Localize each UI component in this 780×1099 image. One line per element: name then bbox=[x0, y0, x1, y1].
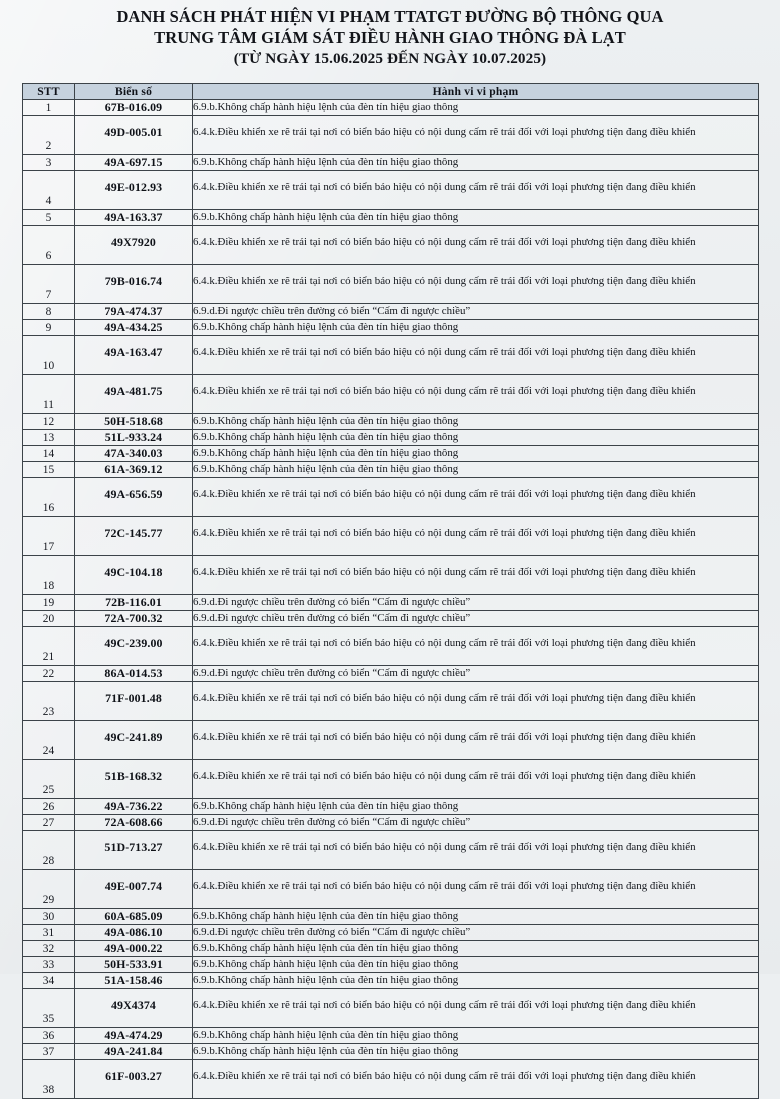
cell-violation: 6.4.k.Điều khiển xe rẽ trái tại nơi có biển báo hiệu có nội dung cấm rẽ trái đối với loại phương tiện đang điều khiển bbox=[193, 556, 759, 595]
table-row bbox=[23, 831, 759, 870]
cell-violation: 6.9.d.Đi ngược chiều trên đường có biển “Cấm đi ngược chiều” bbox=[193, 611, 759, 627]
cell-stt: 21 bbox=[23, 627, 75, 666]
table-row bbox=[23, 375, 759, 414]
table-row bbox=[23, 336, 759, 375]
cell-violation: 6.9.b.Không chấp hành hiệu lệnh của đèn tín hiệu giao thông bbox=[193, 462, 759, 478]
cell-stt: 17 bbox=[23, 517, 75, 556]
table-row bbox=[23, 595, 759, 611]
cell-stt: 20 bbox=[23, 611, 75, 627]
cell-violation: 6.4.k.Điều khiển xe rẽ trái tại nơi có biển báo hiệu có nội dung cấm rẽ trái đối với loại phương tiện đang điều khiển bbox=[193, 375, 759, 414]
page-title-line-2: TRUNG TÂM GIÁM SÁT ĐIỀU HÀNH GIAO THÔNG ĐÀ LẠT bbox=[154, 28, 626, 47]
cell-violation: 6.4.k.Điều khiển xe rẽ trái tại nơi có biển báo hiệu có nội dung cấm rẽ trái đối với loại phương tiện đang điều khiển bbox=[193, 265, 759, 304]
cell-stt: 38 bbox=[23, 1060, 75, 1099]
cell-violation: 6.9.d.Đi ngược chiều trên đường có biển “Cấm đi ngược chiều” bbox=[193, 925, 759, 941]
cell-plate: 49A-241.84 bbox=[75, 1044, 193, 1060]
document-title-block bbox=[0, 9, 780, 66]
cell-violation: 6.4.k.Điều khiển xe rẽ trái tại nơi có biển báo hiệu có nội dung cấm rẽ trái đối với loại phương tiện đang điều khiển bbox=[193, 517, 759, 556]
table-row bbox=[23, 682, 759, 721]
cell-stt: 9 bbox=[23, 320, 75, 336]
cell-plate: 49A-481.75 bbox=[75, 375, 193, 414]
cell-stt: 10 bbox=[23, 336, 75, 375]
violations-table-container bbox=[22, 83, 758, 1099]
cell-stt: 15 bbox=[23, 462, 75, 478]
cell-plate: 60A-685.09 bbox=[75, 909, 193, 925]
cell-stt: 13 bbox=[23, 430, 75, 446]
cell-violation: 6.9.d.Đi ngược chiều trên đường có biển “Cấm đi ngược chiều” bbox=[193, 666, 759, 682]
table-row bbox=[23, 957, 759, 973]
table-row bbox=[23, 1028, 759, 1044]
table-row bbox=[23, 155, 759, 171]
table-row bbox=[23, 815, 759, 831]
cell-stt: 2 bbox=[23, 116, 75, 155]
cell-violation: 6.9.b.Không chấp hành hiệu lệnh của đèn tín hiệu giao thông bbox=[193, 1044, 759, 1060]
cell-stt: 31 bbox=[23, 925, 75, 941]
cell-violation: 6.9.b.Không chấp hành hiệu lệnh của đèn tín hiệu giao thông bbox=[193, 414, 759, 430]
cell-stt: 4 bbox=[23, 171, 75, 210]
cell-plate: 67B-016.09 bbox=[75, 100, 193, 116]
cell-plate: 72A-608.66 bbox=[75, 815, 193, 831]
cell-stt: 16 bbox=[23, 478, 75, 517]
cell-stt: 19 bbox=[23, 595, 75, 611]
table-row bbox=[23, 870, 759, 909]
table-row bbox=[23, 1060, 759, 1099]
cell-stt: 11 bbox=[23, 375, 75, 414]
table-header bbox=[23, 84, 759, 100]
cell-violation: 6.9.d.Đi ngược chiều trên đường có biển “Cấm đi ngược chiều” bbox=[193, 815, 759, 831]
cell-plate: 49A-000.22 bbox=[75, 941, 193, 957]
cell-stt: 23 bbox=[23, 682, 75, 721]
table-row bbox=[23, 430, 759, 446]
cell-violation: 6.9.b.Không chấp hành hiệu lệnh của đèn tín hiệu giao thông bbox=[193, 100, 759, 116]
cell-violation: 6.9.b.Không chấp hành hiệu lệnh của đèn tín hiệu giao thông bbox=[193, 1028, 759, 1044]
cell-violation: 6.4.k.Điều khiển xe rẽ trái tại nơi có biển báo hiệu có nội dung cấm rẽ trái đối với loại phương tiện đang điều khiển bbox=[193, 989, 759, 1028]
cell-stt: 3 bbox=[23, 155, 75, 171]
table-row bbox=[23, 925, 759, 941]
cell-stt: 26 bbox=[23, 799, 75, 815]
cell-stt: 34 bbox=[23, 973, 75, 989]
cell-plate: 51L-933.24 bbox=[75, 430, 193, 446]
cell-plate: 72A-700.32 bbox=[75, 611, 193, 627]
cell-stt: 5 bbox=[23, 210, 75, 226]
table-row bbox=[23, 941, 759, 957]
cell-stt: 36 bbox=[23, 1028, 75, 1044]
table-row bbox=[23, 666, 759, 682]
cell-violation: 6.9.b.Không chấp hành hiệu lệnh của đèn tín hiệu giao thông bbox=[193, 909, 759, 925]
table-row bbox=[23, 556, 759, 595]
cell-violation: 6.9.b.Không chấp hành hiệu lệnh của đèn tín hiệu giao thông bbox=[193, 430, 759, 446]
cell-violation: 6.9.b.Không chấp hành hiệu lệnh của đèn tín hiệu giao thông bbox=[193, 973, 759, 989]
table-row bbox=[23, 1044, 759, 1060]
cell-violation: 6.4.k.Điều khiển xe rẽ trái tại nơi có biển báo hiệu có nội dung cấm rẽ trái đối với loại phương tiện đang điều khiển bbox=[193, 478, 759, 517]
cell-plate: 49C-104.18 bbox=[75, 556, 193, 595]
cell-violation: 6.9.d.Đi ngược chiều trên đường có biển “Cấm đi ngược chiều” bbox=[193, 304, 759, 320]
cell-plate: 49A-736.22 bbox=[75, 799, 193, 815]
table-row bbox=[23, 611, 759, 627]
cell-stt: 27 bbox=[23, 815, 75, 831]
cell-plate: 71F-001.48 bbox=[75, 682, 193, 721]
cell-plate: 86A-014.53 bbox=[75, 666, 193, 682]
table-row bbox=[23, 721, 759, 760]
table-header-row bbox=[23, 84, 759, 100]
page-title-line-3: (TỪ NGÀY 15.06.2025 ĐẾN NGÀY 10.07.2025) bbox=[233, 50, 547, 67]
table-row bbox=[23, 760, 759, 799]
cell-plate: 61A-369.12 bbox=[75, 462, 193, 478]
cell-violation: 6.4.k.Điều khiển xe rẽ trái tại nơi có biển báo hiệu có nội dung cấm rẽ trái đối với loại phương tiện đang điều khiển bbox=[193, 1060, 759, 1099]
cell-plate: 49A-163.37 bbox=[75, 210, 193, 226]
page-title-line-1: DANH SÁCH PHÁT HIỆN VI PHẠM TTATGT ĐƯỜNG BỘ THÔNG QUA bbox=[116, 7, 664, 26]
cell-plate: 49A-086.10 bbox=[75, 925, 193, 941]
table-row bbox=[23, 627, 759, 666]
table-row bbox=[23, 799, 759, 815]
table-row bbox=[23, 446, 759, 462]
cell-plate: 72C-145.77 bbox=[75, 517, 193, 556]
table-row bbox=[23, 116, 759, 155]
column-header-stt: STT bbox=[23, 84, 75, 100]
cell-violation: 6.4.k.Điều khiển xe rẽ trái tại nơi có biển báo hiệu có nội dung cấm rẽ trái đối với loại phương tiện đang điều khiển bbox=[193, 682, 759, 721]
cell-violation: 6.4.k.Điều khiển xe rẽ trái tại nơi có biển báo hiệu có nội dung cấm rẽ trái đối với loại phương tiện đang điều khiển bbox=[193, 336, 759, 375]
cell-stt: 6 bbox=[23, 226, 75, 265]
cell-plate: 51B-168.32 bbox=[75, 760, 193, 799]
cell-violation: 6.9.d.Đi ngược chiều trên đường có biển “Cấm đi ngược chiều” bbox=[193, 595, 759, 611]
cell-stt: 7 bbox=[23, 265, 75, 304]
cell-plate: 49C-241.89 bbox=[75, 721, 193, 760]
cell-stt: 14 bbox=[23, 446, 75, 462]
cell-stt: 37 bbox=[23, 1044, 75, 1060]
table-row bbox=[23, 478, 759, 517]
cell-violation: 6.4.k.Điều khiển xe rẽ trái tại nơi có biển báo hiệu có nội dung cấm rẽ trái đối với loại phương tiện đang điều khiển bbox=[193, 721, 759, 760]
cell-violation: 6.9.b.Không chấp hành hiệu lệnh của đèn tín hiệu giao thông bbox=[193, 446, 759, 462]
cell-plate: 50H-518.68 bbox=[75, 414, 193, 430]
cell-violation: 6.4.k.Điều khiển xe rẽ trái tại nơi có biển báo hiệu có nội dung cấm rẽ trái đối với loại phương tiện đang điều khiển bbox=[193, 171, 759, 210]
cell-violation: 6.4.k.Điều khiển xe rẽ trái tại nơi có biển báo hiệu có nội dung cấm rẽ trái đối với loại phương tiện đang điều khiển bbox=[193, 226, 759, 265]
cell-violation: 6.9.b.Không chấp hành hiệu lệnh của đèn tín hiệu giao thông bbox=[193, 957, 759, 973]
column-header-violation: Hành vi vi phạm bbox=[193, 84, 759, 100]
cell-stt: 12 bbox=[23, 414, 75, 430]
table-row bbox=[23, 210, 759, 226]
table-row bbox=[23, 973, 759, 989]
cell-plate: 49E-007.74 bbox=[75, 870, 193, 909]
table-row bbox=[23, 517, 759, 556]
cell-plate: 49A-474.29 bbox=[75, 1028, 193, 1044]
table-row bbox=[23, 304, 759, 320]
cell-plate: 51A-158.46 bbox=[75, 973, 193, 989]
table-row bbox=[23, 320, 759, 336]
cell-plate: 49A-163.47 bbox=[75, 336, 193, 375]
cell-violation: 6.4.k.Điều khiển xe rẽ trái tại nơi có biển báo hiệu có nội dung cấm rẽ trái đối với loại phương tiện đang điều khiển bbox=[193, 760, 759, 799]
table-row bbox=[23, 989, 759, 1028]
cell-stt: 25 bbox=[23, 760, 75, 799]
cell-stt: 32 bbox=[23, 941, 75, 957]
cell-plate: 50H-533.91 bbox=[75, 957, 193, 973]
table-body bbox=[23, 100, 759, 1099]
cell-plate: 72B-116.01 bbox=[75, 595, 193, 611]
table-row bbox=[23, 171, 759, 210]
cell-plate: 61F-003.27 bbox=[75, 1060, 193, 1099]
cell-violation: 6.9.b.Không chấp hành hiệu lệnh của đèn tín hiệu giao thông bbox=[193, 941, 759, 957]
table-row bbox=[23, 100, 759, 116]
column-header-plate: Biển số bbox=[75, 84, 193, 100]
table-row bbox=[23, 226, 759, 265]
cell-plate: 49X4374 bbox=[75, 989, 193, 1028]
cell-plate: 79B-016.74 bbox=[75, 265, 193, 304]
table-row bbox=[23, 909, 759, 925]
cell-plate: 49A-656.59 bbox=[75, 478, 193, 517]
table-row bbox=[23, 265, 759, 304]
cell-violation: 6.4.k.Điều khiển xe rẽ trái tại nơi có biển báo hiệu có nội dung cấm rẽ trái đối với loại phương tiện đang điều khiển bbox=[193, 831, 759, 870]
cell-stt: 24 bbox=[23, 721, 75, 760]
cell-plate: 51D-713.27 bbox=[75, 831, 193, 870]
cell-violation: 6.9.b.Không chấp hành hiệu lệnh của đèn tín hiệu giao thông bbox=[193, 155, 759, 171]
cell-plate: 49C-239.00 bbox=[75, 627, 193, 666]
cell-stt: 28 bbox=[23, 831, 75, 870]
cell-plate: 49A-697.15 bbox=[75, 155, 193, 171]
cell-stt: 30 bbox=[23, 909, 75, 925]
cell-plate: 49A-434.25 bbox=[75, 320, 193, 336]
cell-stt: 29 bbox=[23, 870, 75, 909]
cell-plate: 47A-340.03 bbox=[75, 446, 193, 462]
cell-plate: 49E-012.93 bbox=[75, 171, 193, 210]
cell-violation: 6.9.b.Không chấp hành hiệu lệnh của đèn tín hiệu giao thông bbox=[193, 320, 759, 336]
cell-plate: 79A-474.37 bbox=[75, 304, 193, 320]
cell-violation: 6.4.k.Điều khiển xe rẽ trái tại nơi có biển báo hiệu có nội dung cấm rẽ trái đối với loại phương tiện đang điều khiển bbox=[193, 870, 759, 909]
cell-stt: 18 bbox=[23, 556, 75, 595]
table-row bbox=[23, 462, 759, 478]
cell-stt: 1 bbox=[23, 100, 75, 116]
cell-violation: 6.9.b.Không chấp hành hiệu lệnh của đèn tín hiệu giao thông bbox=[193, 210, 759, 226]
cell-stt: 35 bbox=[23, 989, 75, 1028]
cell-stt: 8 bbox=[23, 304, 75, 320]
cell-plate: 49X7920 bbox=[75, 226, 193, 265]
cell-violation: 6.4.k.Điều khiển xe rẽ trái tại nơi có biển báo hiệu có nội dung cấm rẽ trái đối với loại phương tiện đang điều khiển bbox=[193, 116, 759, 155]
table-row bbox=[23, 414, 759, 430]
cell-violation: 6.9.b.Không chấp hành hiệu lệnh của đèn tín hiệu giao thông bbox=[193, 799, 759, 815]
cell-stt: 33 bbox=[23, 957, 75, 973]
cell-violation: 6.4.k.Điều khiển xe rẽ trái tại nơi có biển báo hiệu có nội dung cấm rẽ trái đối với loại phương tiện đang điều khiển bbox=[193, 627, 759, 666]
violations-table bbox=[22, 83, 759, 1099]
cell-stt: 22 bbox=[23, 666, 75, 682]
cell-plate: 49D-005.01 bbox=[75, 116, 193, 155]
